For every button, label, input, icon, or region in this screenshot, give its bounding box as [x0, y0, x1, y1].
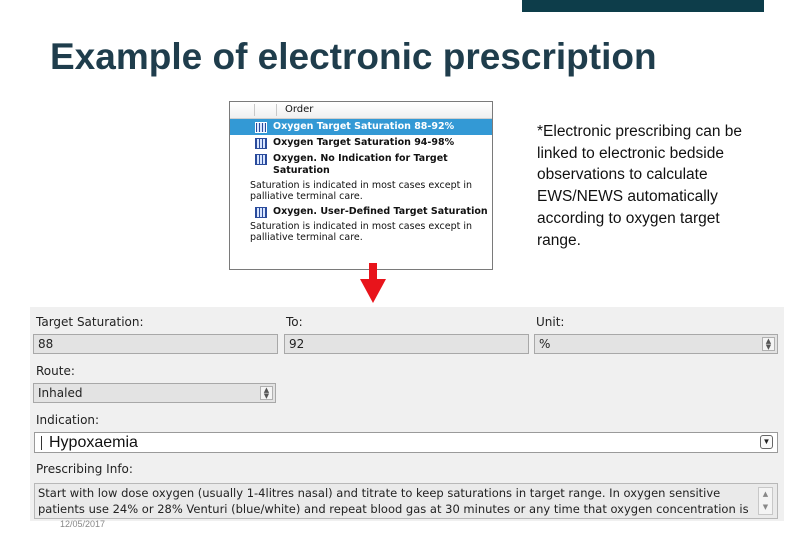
- to-label: To:: [286, 315, 303, 329]
- unit-spinner-icon[interactable]: ▲ ▼: [762, 337, 775, 351]
- down-arrow-icon: [360, 263, 386, 303]
- top-accent-bar: [522, 0, 764, 12]
- route-label: Route:: [36, 364, 75, 378]
- order-item-target-94-98[interactable]: [230, 135, 492, 151]
- prescribing-info-label: Prescribing Info:: [36, 462, 133, 476]
- order-grid-icon: [255, 207, 267, 218]
- route-spinner-icon[interactable]: ▲ ▼: [260, 386, 273, 400]
- order-grid-icon: [255, 154, 267, 165]
- to-field[interactable]: 92: [284, 334, 529, 354]
- order-item-target-88-92[interactable]: [230, 119, 492, 135]
- indication-field[interactable]: [34, 432, 778, 453]
- unit-label: Unit:: [536, 315, 565, 329]
- order-grid-icon: [255, 138, 267, 149]
- indication-value: Hypoxaemia: [49, 434, 138, 451]
- order-item-label: Oxygen Target Saturation 88-92%: [273, 121, 455, 132]
- prescription-form: [30, 307, 784, 521]
- route-select[interactable]: [33, 383, 276, 403]
- order-item-note: Saturation is indicated in most cases except in palliative terminal care.: [250, 221, 473, 243]
- prescribing-info-textarea[interactable]: [34, 483, 778, 519]
- order-list-header: [230, 102, 492, 119]
- prescribing-info-scrollbar[interactable]: ▲ ▼: [758, 487, 773, 515]
- order-item-note: Saturation is indicated in most cases except in palliative terminal care.: [250, 180, 473, 202]
- order-item-user-defined[interactable]: [230, 204, 492, 220]
- order-item-label: Oxygen. User-Defined Target Saturation: [273, 206, 488, 217]
- order-item-label: Oxygen Target Saturation 94-98%: [273, 137, 455, 148]
- order-item-no-indication[interactable]: [230, 151, 492, 179]
- indication-label: Indication:: [36, 413, 100, 427]
- indication-dropdown-icon[interactable]: ▼: [760, 435, 773, 449]
- ews-note: *Electronic prescribing can be linked to electronic bedside observations to calculate EWS/NEWS automatically according to oxygen target range.: [537, 123, 743, 249]
- target-saturation-label: Target Saturation:: [36, 315, 144, 329]
- order-list-panel: [229, 101, 493, 270]
- order-item-label: Oxygen. No Indication for Target Saturation: [273, 153, 448, 176]
- unit-select[interactable]: [534, 334, 778, 354]
- order-grid-icon: [255, 122, 267, 133]
- order-column-header[interactable]: Order: [285, 104, 314, 115]
- text-cursor: [41, 436, 42, 450]
- slide-title: Example of electronic prescription: [50, 36, 657, 77]
- unit-value: %: [539, 337, 551, 351]
- prescribing-info-text: Start with low dose oxygen (usually 1-4litres nasal) and titrate to keep saturations in target range. In oxygen sensitive patients use 24% or 28% Venturi (blue/white) and repeat blood gas at 30 minutes or any time that oxygen concentration is: [38, 486, 749, 516]
- slide-date: 12/05/2017: [60, 519, 106, 529]
- target-saturation-field[interactable]: 88: [33, 334, 278, 354]
- route-value: Inhaled: [38, 386, 83, 400]
